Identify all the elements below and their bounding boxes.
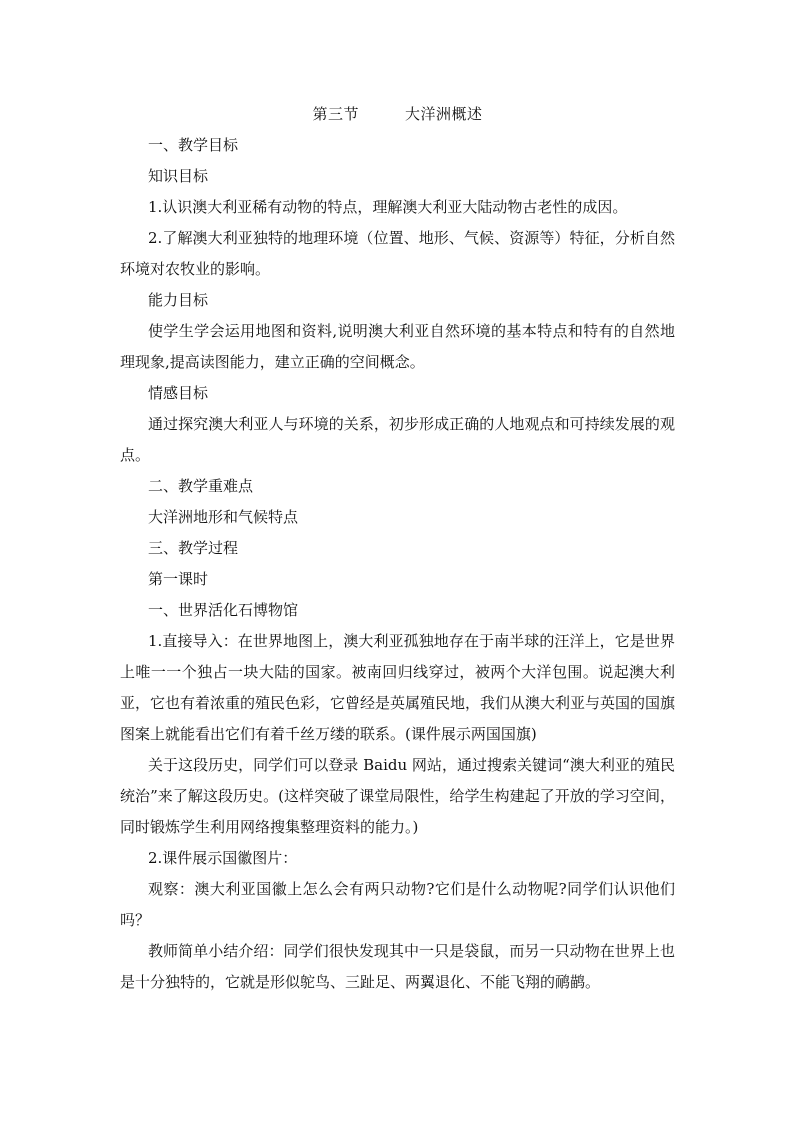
section-topic: 大洋洲概述 bbox=[405, 105, 483, 123]
heading-key-difficulties: 二、教学重难点 bbox=[148, 477, 254, 495]
paragraph: 1.认识澳大利亚稀有动物的特点，理解澳大利亚大陆动物古老性的成因。 bbox=[148, 198, 628, 216]
paragraph: 1.直接导入：在世界地图上，澳大利亚孤独地存在于南半球的汪洋上，它是世界上唯一一个独占一块大陆的国家。被南回归线穿过，被两个大洋包围。说起澳大利亚，它也有着浓重的殖民色彩，它曾经是英属殖民地，我们从澳大利亚与英国的国旗图案上就能看出它们有着千丝万缕的联系。(课件展示两国国旗) bbox=[120, 632, 676, 743]
subheading-first-lesson: 第一课时 bbox=[148, 570, 209, 588]
subheading-fossil-museum: 一、世界活化石博物馆 bbox=[148, 601, 299, 619]
paragraph: 观察：澳大利亚国徽上怎么会有两只动物?它们是什么动物呢?同学们认识他们吗？ bbox=[120, 880, 675, 929]
subheading-emotional-objectives: 情感目标 bbox=[148, 384, 209, 402]
paragraph: 教师简单小结介绍：同学们很快发现其中一只是袋鼠，而另一只动物在世界上也是十分独特的，它就是形似鸵鸟、三趾足、两翼退化、不能飞翔的鸸鹋。 bbox=[120, 942, 675, 991]
page-title bbox=[120, 99, 675, 130]
paragraph: 关于这段历史，同学们可以登录 Baidu 网站，通过搜索关键词“澳大利亚的殖民统治”来了解这段历史。(这样突破了课堂局限性，给学生构建起了开放的学习空间，同时锻炼学生利用网络搜集整理资料的能力。) bbox=[120, 756, 675, 836]
paragraph: 使学生学会运用地图和资料,说明澳大利亚自然环境的基本特点和特有的自然地理现象,提高读图能力，建立正确的空间概念。 bbox=[120, 322, 675, 371]
subheading-knowledge-objectives: 知识目标 bbox=[148, 167, 209, 185]
heading-teaching-process: 三、教学过程 bbox=[148, 539, 239, 557]
document-body bbox=[120, 99, 675, 998]
paragraph: 2.了解澳大利亚独特的地理环境（位置、地形、气候、资源等）特征，分析自然环境对农牧业的影响。 bbox=[120, 229, 675, 278]
subheading-ability-objectives: 能力目标 bbox=[148, 291, 209, 309]
paragraph: 通过探究澳大利亚人与环境的关系，初步形成正确的人地观点和可持续发展的观点。 bbox=[120, 415, 675, 464]
heading-teaching-objectives: 一、教学目标 bbox=[148, 136, 239, 154]
section-number: 第三节 bbox=[312, 105, 359, 123]
paragraph: 2.课件展示国徽图片： bbox=[148, 849, 298, 867]
paragraph: 大洋洲地形和气候特点 bbox=[148, 508, 299, 526]
